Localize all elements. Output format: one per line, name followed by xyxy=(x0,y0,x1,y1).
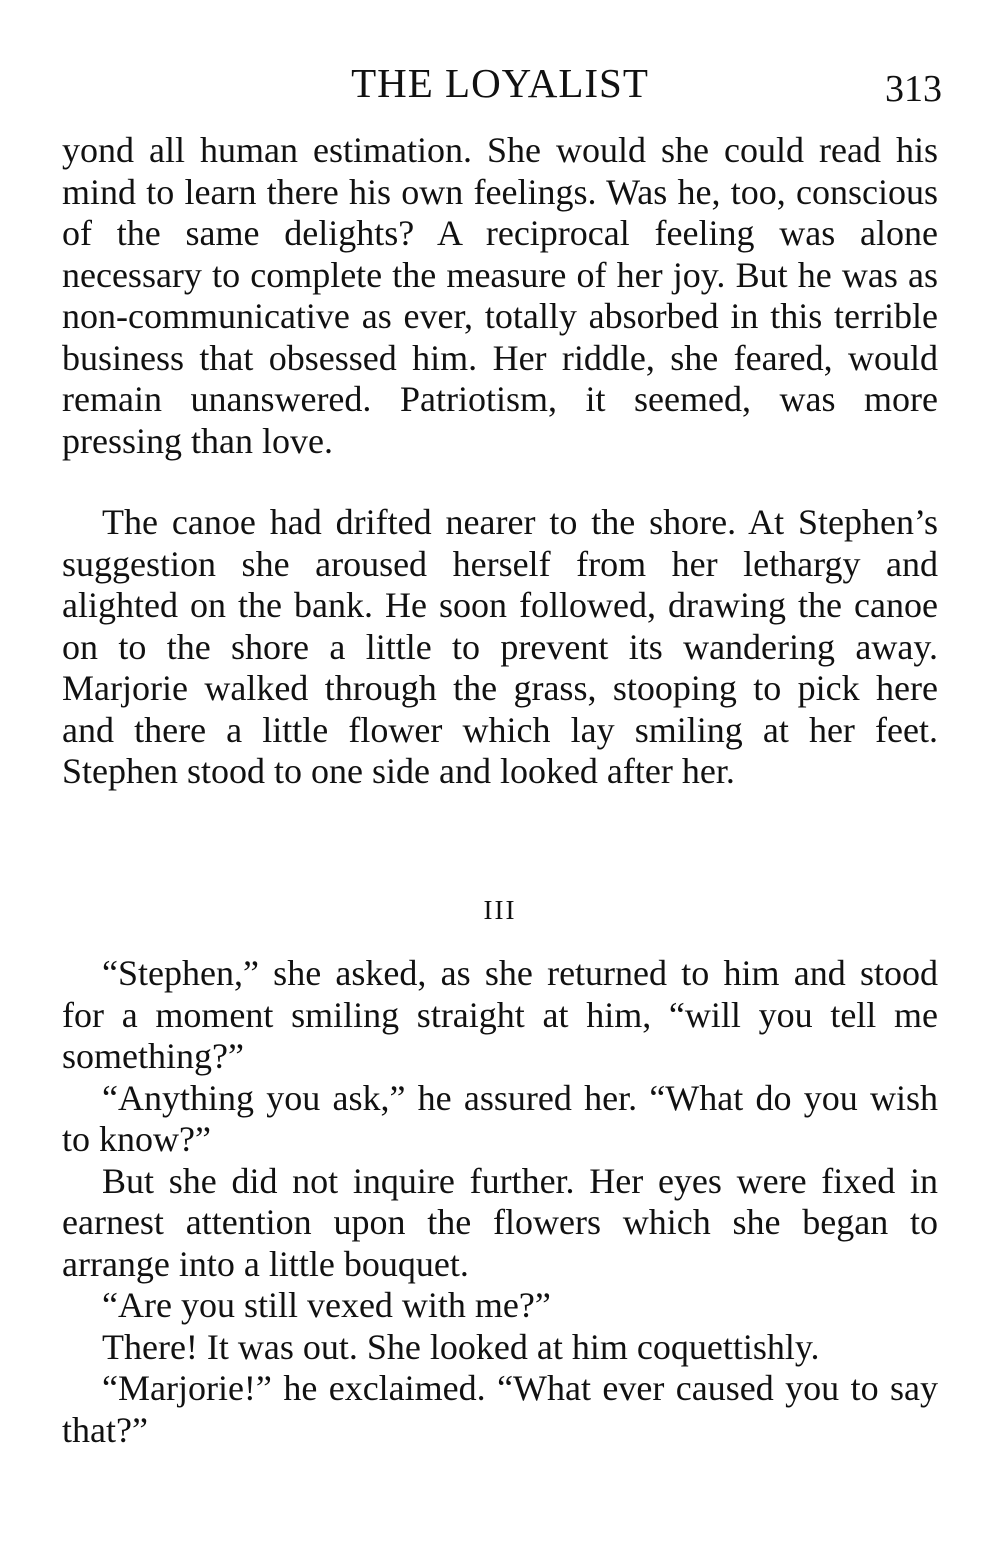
dialogue-paragraph-4: “Are you still vexed with me?” xyxy=(102,1285,551,1325)
dialogue-paragraph-3: But she did not inquire further. Her eyes were fixed in earnest attention upon the flowers which she began to arrange into a little bouquet. xyxy=(62,1160,938,1284)
text-block-2 xyxy=(62,502,938,793)
paragraph-canoe: The canoe had drifted nearer to the shore. At Stephen’s suggestion she aroused herself from her lethargy and alighted on the bank. He soon followed, drawing the canoe on to the shore a little to prevent its wandering away. Marjorie walked through the grass, stooping to pick here and there a little flower which lay smiling at her feet. Stephen stood to one side and looked after her. xyxy=(62,502,938,791)
text-block-1 xyxy=(62,130,938,462)
section-number: III xyxy=(483,895,517,925)
dialogue-paragraph-5: There! It was out. She looked at him coquettishly. xyxy=(102,1326,820,1367)
dialogue-paragraph-6: “Marjorie!” he exclaimed. “What ever caused you to say that?” xyxy=(62,1368,938,1450)
dialogue-block xyxy=(62,953,938,1451)
page-number: 313 xyxy=(885,68,942,110)
page-header xyxy=(0,58,1000,108)
dialogue-paragraph-1: “Stephen,” she asked, as she returned to him and stood for a moment smiling straight at him, “will you tell me something?” xyxy=(62,953,938,1076)
dialogue-paragraph-2: “Anything you ask,” he assured her. “What do you wish to know?” xyxy=(62,1077,938,1159)
paragraph-continuation: yond all human estimation. She would she could read his mind to learn there his own feelings. Was he, too, conscious of the same delights? A reciprocal feeling was alone necessary to complete the measure of her joy. But he was as non-communicative as ever, totally absorbed in this terrible business that obsessed him. Her riddle, she feared, would remain unanswered. Patriotism, it seemed, was more pressing than love. xyxy=(62,130,938,461)
running-title: THE LOYALIST xyxy=(351,60,649,106)
